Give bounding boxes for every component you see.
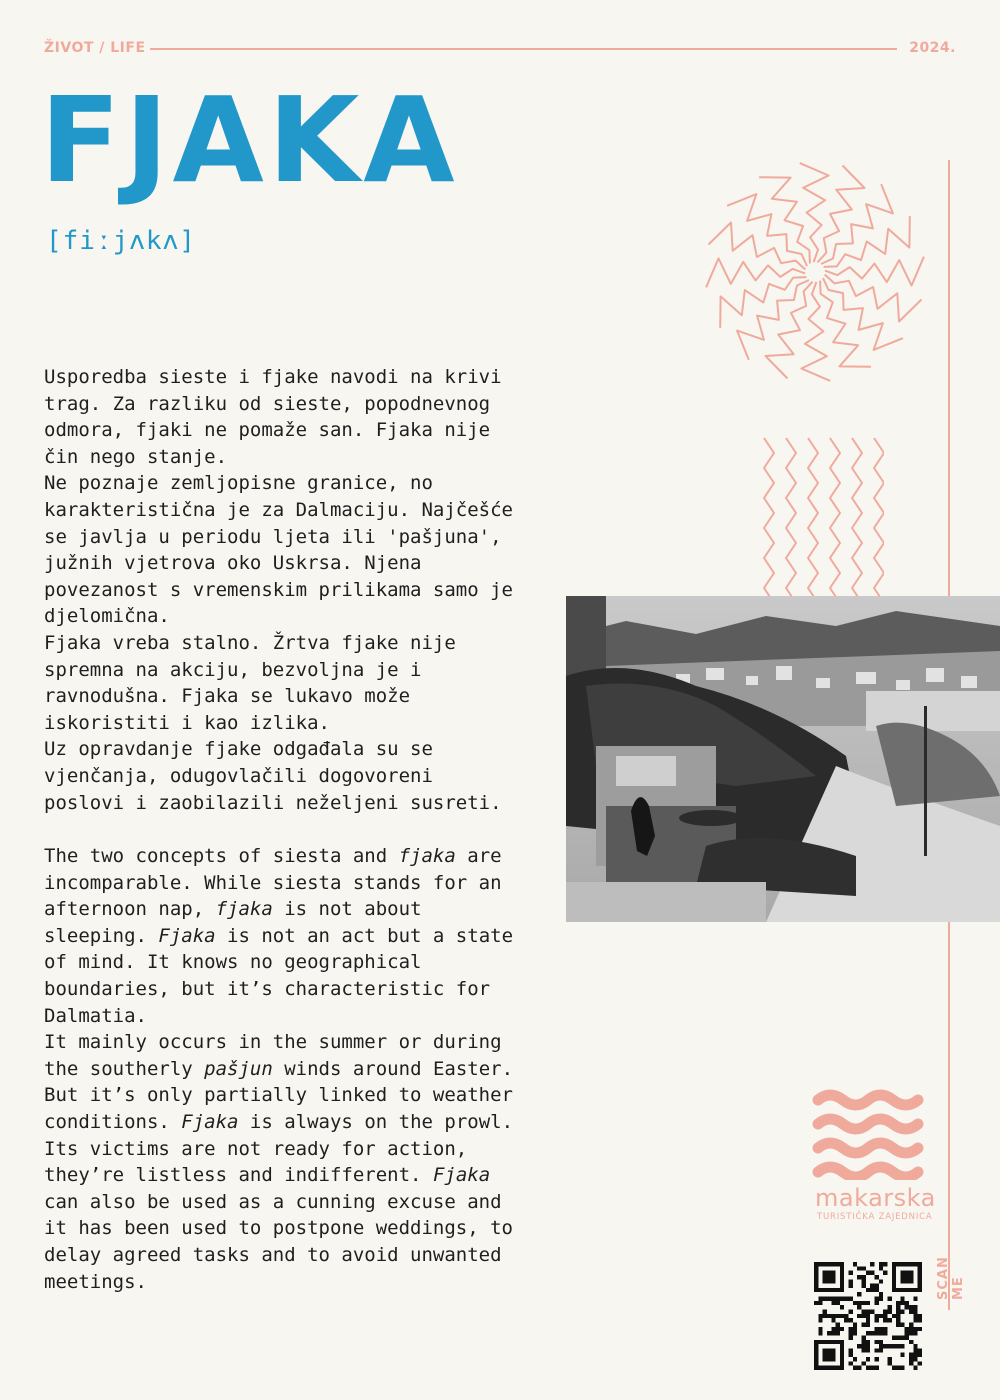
town-photo [566, 596, 1000, 922]
croatian-paragraph: Fjaka vreba stalno. Žrtva fjake nije spremna na akciju, bezvoljna je i ravnodušna. Fjaka se lukavo može iskoristiti i kao izlika. [44, 631, 456, 734]
english-paragraph: The two concepts of siesta and fjaka are incomparable. While siesta stands for an afternoon nap, fjaka is not about sleeping. Fjaka is not an act but a state of mind. It knows no geographical boundaries, but it’s characteristic for Dalmatia. [44, 845, 514, 1027]
body-text [44, 364, 514, 1295]
year-label: 2024. [909, 40, 956, 56]
croatian-paragraph: Usporedba sieste i fjake navodi na krivi trag. Za razliku od sieste, popodnevnog odmora, fjaki ne pomaže san. Fjaka nije čin nego stanje. [44, 366, 502, 468]
logo-subtitle: TURISTIČKA ZAJEDNICA [817, 1212, 933, 1222]
paragraph-gap [44, 816, 514, 843]
page-title: FJAKA [40, 71, 459, 209]
header-divider [150, 48, 897, 50]
sun-burst-icon [700, 160, 930, 385]
pronunciation: [fiːjʌkʌ] [46, 226, 196, 256]
wave-logo-icon [812, 1088, 924, 1180]
section-label: ŽIVOT / LIFE [44, 40, 146, 56]
scan-me-label: SCAN ME [936, 1256, 966, 1300]
qr-code-icon[interactable] [814, 1262, 922, 1370]
english-paragraph: It mainly occurs in the summer or during the southerly pašjun winds around Easter. But it’s only partially linked to weather conditions. Fjaka is always on the prowl. Its victims are not ready for action, they’re listless and indifferent. Fjaka can also be used as a cunning excuse and it has been used to postpone weddings, to delay agreed tasks and to avoid unwanted meetings. [44, 1031, 514, 1293]
croatian-paragraph: Uz opravdanje fjake odgađala su se vjenčanja, odugovlačili dogovoreni poslovi i zaobilazili neželjeni susreti. [44, 738, 502, 814]
logo-wordmark: makarska [815, 1184, 936, 1212]
croatian-paragraph: Ne poznaje zemljopisne granice, no karakteristična je za Dalmaciju. Najčešće se javlja u periodu ljeta ili 'pašjuna', južnih vjetrova oko Uskrsa. Njena povezanost s vremenskim prilikama samo je djelomična. [44, 472, 513, 628]
